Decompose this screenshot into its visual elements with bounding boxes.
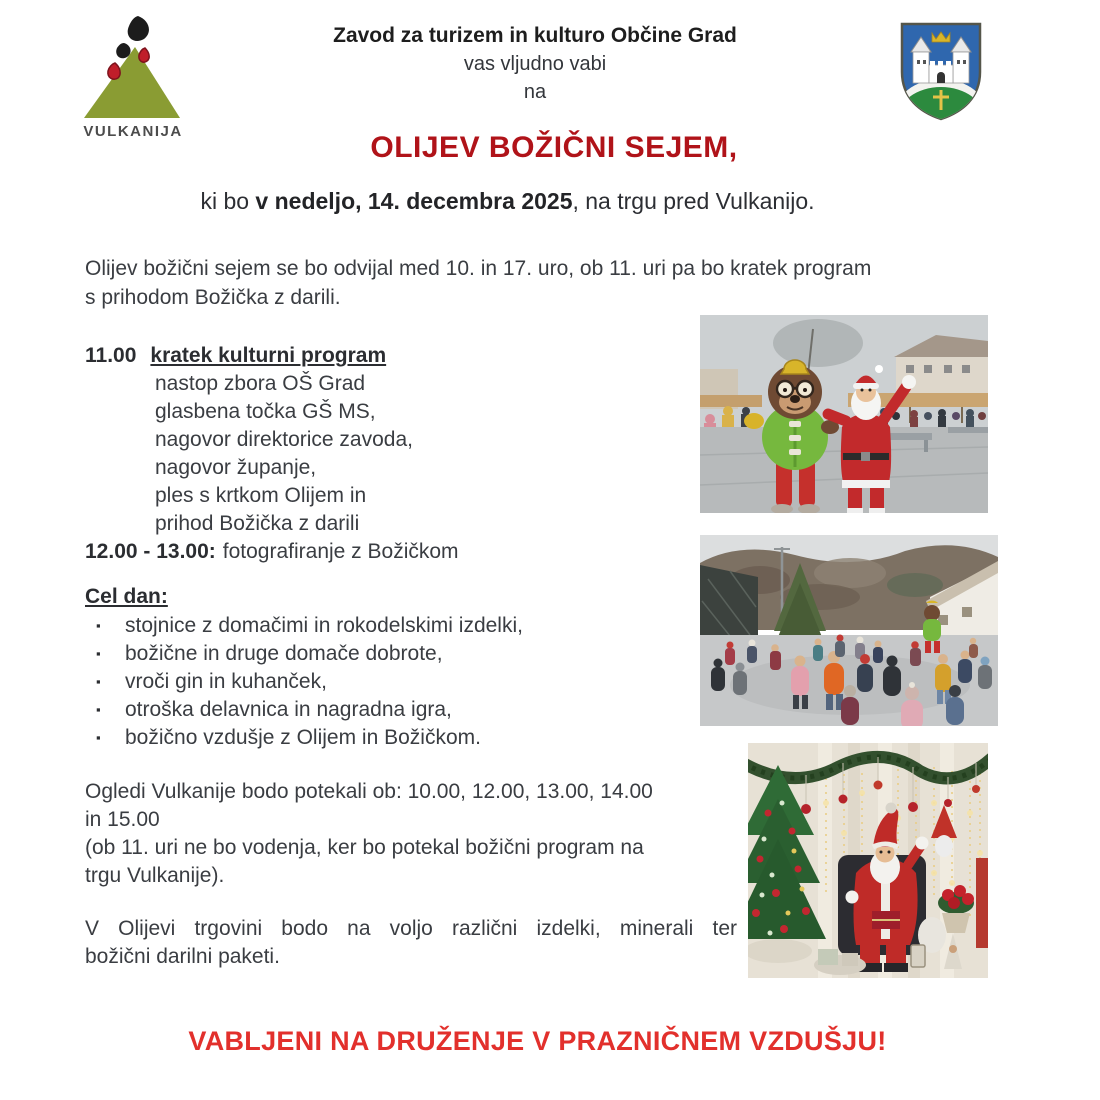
logo-label: VULKANIJA: [83, 123, 183, 140]
date-line: [0, 188, 1015, 215]
list-item-text: vroči gin in kuhanček,: [125, 670, 327, 693]
list-item-text: otroška delavnica in nagradna igra,: [125, 698, 452, 721]
bullet-icon: ▪: [96, 618, 101, 633]
shop-paragraph: [85, 915, 737, 971]
date-suffix: , na trgu pred Vulkanijo.: [572, 188, 815, 214]
program-item: nastop zbora OŠ Grad: [155, 372, 366, 395]
tours-paragraph: [85, 778, 750, 890]
date-bold: v nedeljo, 14. decembra 2025: [255, 188, 573, 214]
date-prefix: ki bo: [200, 188, 256, 214]
list-item: [85, 640, 705, 668]
list-item: [85, 696, 705, 724]
list-item: [85, 724, 705, 752]
all-day-list: [85, 612, 705, 752]
closing-invitation: VABLJENI NA DRUŽENJE V PRAZNIČNEM VZDUŠJU!: [188, 1026, 887, 1056]
event-title: OLIJEV BOŽIČNI SEJEM,: [370, 131, 738, 164]
photo-santa-grotto: [748, 743, 988, 978]
photo-session-row: [85, 538, 695, 566]
photo-session-desc: fotografiranje z Božičkom: [222, 540, 459, 563]
program-item: nagovor direktorice zavoda,: [155, 428, 413, 451]
shield-icon: [896, 20, 986, 124]
all-day-heading: Cel dan:: [85, 585, 168, 608]
program-header-row: [85, 342, 695, 370]
organizer-line: Zavod za turizem in kulturo Občine Grad: [333, 24, 737, 47]
invite-line-2: na: [523, 81, 547, 103]
shop-line: božični darilni paketi.: [85, 945, 280, 968]
grad-coat-of-arms: [896, 20, 986, 124]
bullet-icon: ▪: [96, 702, 101, 717]
shop-line: V Olijevi trgovini bodo na voljo različni izdelki, minerali ter: [85, 917, 737, 940]
bullet-icon: ▪: [96, 730, 101, 745]
photo-santa-and-mascot: [700, 315, 988, 513]
bullet-icon: ▪: [96, 674, 101, 689]
program-item: glasbena točka GŠ MS,: [155, 400, 376, 423]
intro-line: s prihodom Božička z darili.: [85, 286, 341, 309]
intro-line: Olijev božični sejem se bo odvijal med 10. in 17. uro, ob 11. uri pa bo kratek program: [85, 257, 872, 280]
tours-line: trgu Vulkanije).: [85, 864, 225, 887]
tours-line: Ogledi Vulkanije bodo potekali ob: 10.00, 12.00, 13.00, 14.00: [85, 780, 653, 803]
photo-session-time: 12.00 - 13.00:: [85, 540, 216, 563]
bullet-icon: ▪: [96, 646, 101, 661]
invite-line: vas vljudno vabi: [463, 53, 607, 75]
list-item-text: božične in druge domače dobrote,: [125, 642, 443, 665]
tours-line: (ob 11. uri ne bo vodenja, ker bo potekal božični program na: [85, 836, 644, 859]
program-title: kratek kulturni program: [150, 344, 387, 367]
list-item-text: božično vzdušje z Olijem in Božičkom.: [125, 726, 481, 749]
photo-circle-dance: [700, 535, 998, 726]
program-item: prihod Božička z darili: [155, 512, 360, 535]
list-item: [85, 668, 705, 696]
program-schedule: [85, 342, 695, 566]
list-item-text: stojnice z domačimi in rokodelskimi izdelki,: [125, 614, 523, 637]
list-item: [85, 612, 705, 640]
header-block: [90, 22, 980, 106]
program-time: 11.00: [85, 344, 137, 367]
intro-paragraph: [85, 254, 1000, 312]
program-item: ples s krtkom Olijem in: [155, 484, 367, 507]
tours-line: in 15.00: [85, 808, 160, 831]
program-item: nagovor županje,: [155, 456, 317, 479]
